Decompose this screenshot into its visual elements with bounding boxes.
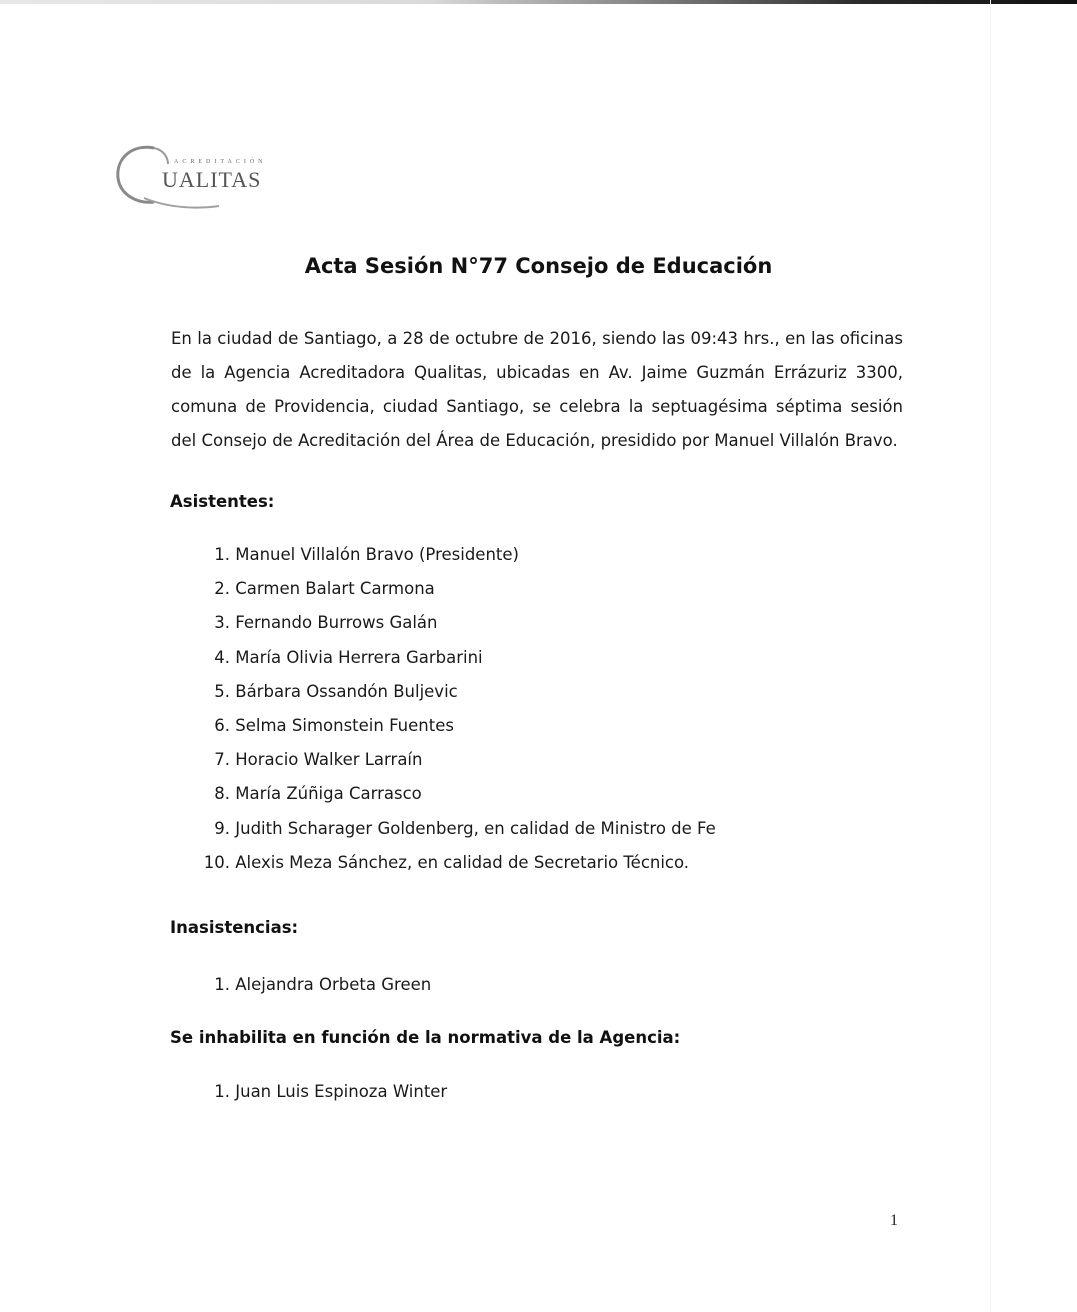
- list-item: [196, 975, 431, 1009]
- list-number: 8.: [214, 784, 230, 804]
- list-text: María Olivia Herrera Garbarini: [235, 647, 483, 667]
- list-item: [196, 819, 716, 853]
- list-item: [196, 1082, 447, 1116]
- list-text: Manuel Villalón Bravo (Presidente): [235, 545, 519, 564]
- list-number: 7.: [214, 750, 230, 770]
- list-number: 5.: [214, 681, 230, 701]
- list-number: 3.: [214, 613, 230, 633]
- list-number: 9.: [214, 818, 230, 838]
- disqualified-heading: Se inhabilita en función de la normativa de la Agencia:: [170, 1028, 681, 1047]
- qualitas-logo: [114, 140, 284, 216]
- list-text: Alexis Meza Sánchez, en calidad de Secretario Técnico.: [235, 852, 690, 872]
- absences-heading: Inasistencias:: [170, 918, 299, 937]
- list-item: [196, 545, 716, 579]
- list-item: [196, 750, 716, 784]
- list-text: Juan Luis Espinoza Winter: [235, 1082, 448, 1101]
- page-number: 1: [890, 1212, 898, 1229]
- list-number: 1.: [214, 1082, 230, 1101]
- scan-edge-top: [0, 0, 1077, 4]
- list-item: [196, 613, 716, 647]
- list-text: Alejandra Orbeta Green: [235, 975, 432, 994]
- attendees-heading: Asistentes:: [170, 492, 275, 511]
- list-item: [196, 579, 716, 613]
- attendees-list: [196, 545, 716, 887]
- list-text: Judith Scharager Goldenberg, en calidad de Ministro de Fe: [235, 818, 716, 838]
- list-text: Bárbara Ossandón Buljevic: [235, 681, 458, 701]
- document-title: Acta Sesión N°77 Consejo de Educación: [304, 254, 773, 278]
- scan-edge-right: [990, 0, 991, 1312]
- list-number: 10.: [203, 852, 230, 872]
- logo-subtitle: ACREDITACIÓN: [174, 159, 267, 165]
- list-number: 4.: [214, 647, 230, 667]
- list-item: [196, 716, 716, 750]
- list-number: 1.: [214, 545, 230, 564]
- list-item: [196, 648, 716, 682]
- list-text: Horacio Walker Larraín: [235, 750, 423, 770]
- list-item: [196, 784, 716, 818]
- list-number: 6.: [214, 715, 230, 735]
- list-text: Fernando Burrows Galán: [235, 613, 438, 633]
- intro-paragraph: En la ciudad de Santiago, a 28 de octubre de 2016, siendo las 09:43 hrs., en las oficinas de la Agencia Acreditadora Qualitas, ubicadas en Av. Jaime Guzmán Errázuriz 3300, comuna de Providencia, ciudad Santiago, se celebra la septuagésima séptima sesión del Consejo de Acreditación del Área de Educación, presidido por Manuel Villalón Bravo.: [171, 329, 903, 450]
- list-number: 2.: [214, 579, 230, 599]
- list-text: Carmen Balart Carmona: [235, 579, 435, 599]
- list-item: [196, 682, 716, 716]
- list-number: 1.: [214, 975, 230, 994]
- list-text: María Zúñiga Carrasco: [235, 784, 422, 804]
- absences-list: [196, 975, 431, 1009]
- list-text: Selma Simonstein Fuentes: [235, 715, 454, 735]
- disqualified-list: [196, 1082, 447, 1116]
- list-item: [196, 853, 716, 887]
- logo-wordmark: UALITAS: [162, 167, 262, 192]
